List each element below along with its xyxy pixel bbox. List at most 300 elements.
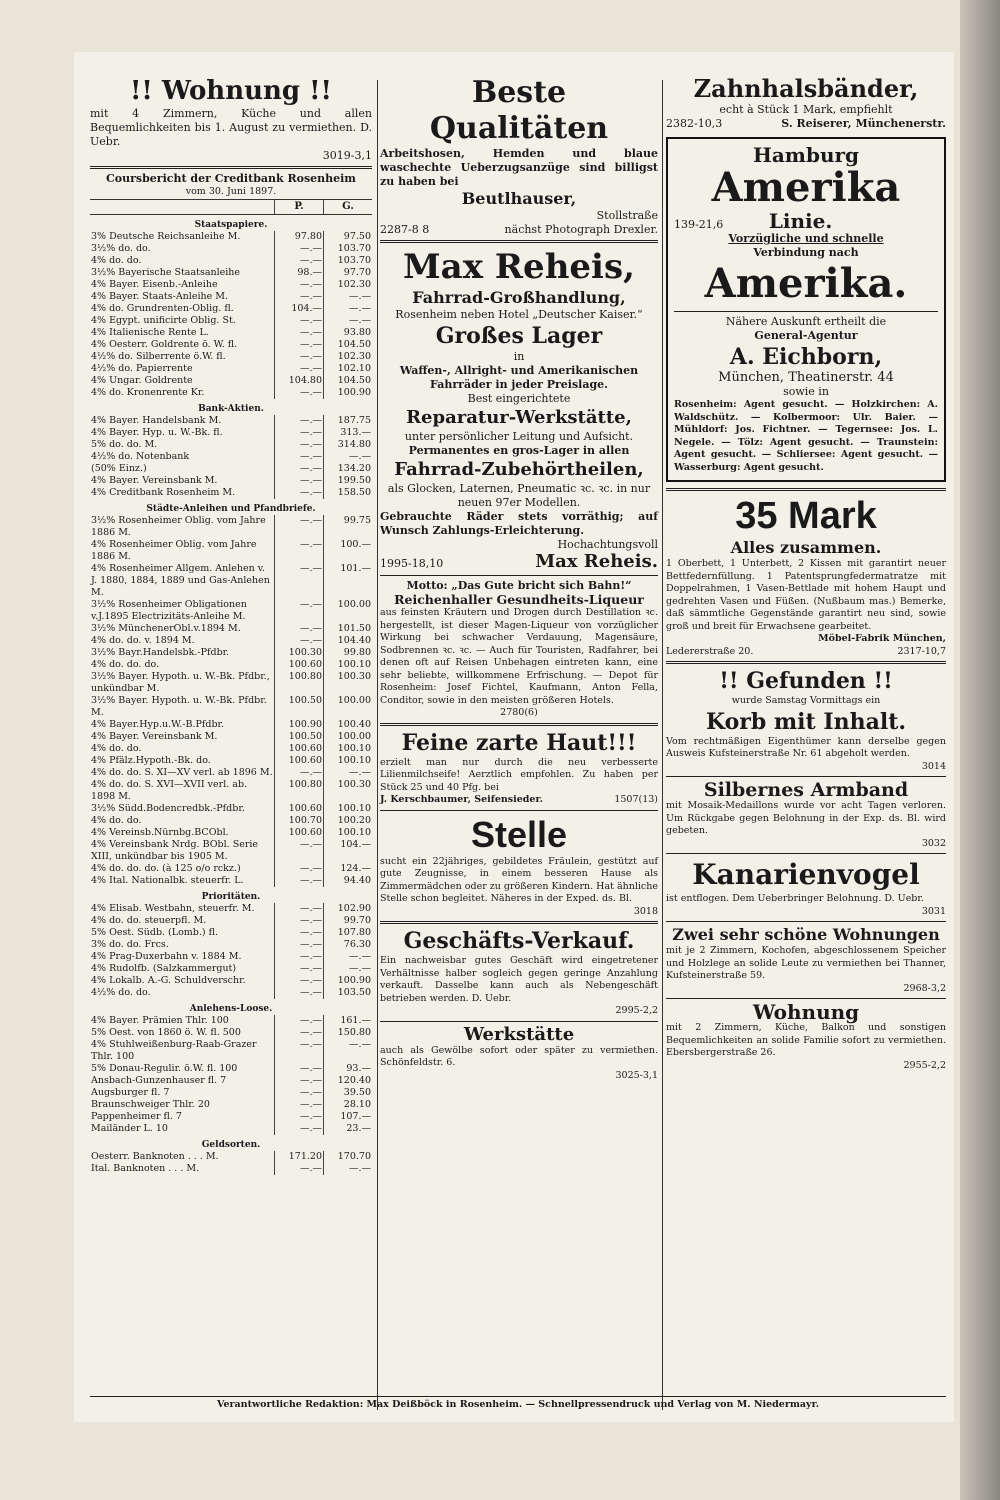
kurs-price-p: —.—: [275, 963, 324, 975]
kurs-row: [90, 463, 372, 475]
kurs-security: 3½% Rosenheimer Oblig. vom Jahre 1886 M.: [91, 514, 266, 538]
kurs-section-header: [90, 999, 372, 1015]
liqueur-code: 2780(6): [500, 707, 538, 718]
kurs-security: 5% Oest. Südb. (Lomb.) fl.: [91, 926, 218, 938]
kurs-price-p: 100.30: [275, 647, 324, 659]
general-agentur: General-Agentur: [754, 329, 858, 342]
kurs-section-header: [90, 214, 372, 231]
zubehor: Fahrrad-Zubehörtheilen,: [394, 459, 644, 480]
divider: [666, 998, 946, 999]
wohnung2-text: mit 2 Zimmern, Küche, Balkon und sonstigen Bequemlichkeiten an solide Familie sofort zu vermiethen. Ebersbergerstraße 26.: [666, 1022, 946, 1058]
kurs-row: [90, 827, 372, 839]
kurs-row: [90, 755, 372, 767]
kurs-price-p: 100.80: [275, 779, 324, 803]
kurs-security: 4% do. do.: [91, 742, 142, 754]
waffen: Waffen-, Allright- und Amerikanischen Fahrräder in jeder Preislage.: [399, 364, 639, 391]
zwei-code: 2968-3,2: [903, 982, 946, 994]
kurs-price-g: 100.90: [324, 975, 373, 987]
permanent: Permanentes en gros-Lager in allen: [408, 444, 630, 457]
kurs-row: [90, 647, 372, 659]
kurs-security: 3% Deutsche Reichsanleihe M.: [91, 230, 241, 242]
beste-title: Beste Qualitäten: [429, 75, 609, 146]
kurs-row: [90, 427, 372, 439]
kurs-head-g: G.: [324, 199, 373, 214]
kurs-price-p: —.—: [275, 1063, 324, 1075]
kurs-security: Oesterr. Banknoten . . . M.: [91, 1150, 219, 1162]
kurs-price-g: 99.80: [324, 647, 373, 659]
kurs-price-g: 313.—: [324, 427, 373, 439]
kurs-price-g: 102.30: [324, 351, 373, 363]
kurs-price-g: 100.10: [324, 803, 373, 815]
wohnung-text: mit 4 Zimmern, Küche und allen Bequemlichkeiten bis 1. August zu vermiethen. D. Uebr.: [90, 107, 372, 148]
scan-edge: [960, 0, 1000, 1500]
kurs-price-g: —.—: [324, 767, 373, 779]
kurs-price-g: 100.10: [324, 659, 373, 671]
kurs-price-p: —.—: [275, 1027, 324, 1039]
kurs-price-p: —.—: [275, 291, 324, 303]
kurs-price-p: 104.—: [275, 303, 324, 315]
kurs-price-p: —.—: [275, 243, 324, 255]
kurs-security: 5% Donau-Regulir. ö.W. fl. 100: [91, 1062, 238, 1074]
stelle-title: Stelle: [470, 813, 568, 855]
kurs-price-g: 101.—: [324, 563, 373, 599]
kurs-price-g: 161.—: [324, 1015, 373, 1027]
kurs-security: 4% do. Kronenrente Kr.: [91, 386, 205, 398]
kurs-price-p: 100.50: [275, 695, 324, 719]
gefunden-title: !! Gefunden !!: [719, 668, 893, 694]
kurs-row: [90, 875, 372, 887]
glocken: als Glocken, Laternen, Pneumatic ꝛc. ꝛc. in nur neuen 97er Modellen.: [387, 482, 651, 509]
gebrauchte: Gebrauchte Räder stets vorräthig; auf Wunsch Zahlungs-Erleichterung.: [380, 510, 658, 537]
kurs-price-g: 100.20: [324, 815, 373, 827]
kurs-price-g: —.—: [324, 303, 373, 315]
wohnung-title: !! Wohnung !!: [130, 76, 332, 106]
kurs-price-g: 102.30: [324, 279, 373, 291]
kurs-row: [90, 815, 372, 827]
kurs-price-p: —.—: [275, 839, 324, 863]
kurs-price-p: —.—: [275, 315, 324, 327]
divider: [666, 661, 946, 664]
kurs-row: [90, 231, 372, 243]
kurs-price-p: —.—: [275, 1123, 324, 1135]
footer-imprint: Verantwortliche Redaktion: Max Deißböck in Rosenheim. — Schnellpressendruck und Verlag von M. Niedermayr.: [90, 1396, 946, 1412]
linie: Linie.: [768, 209, 833, 233]
kurs-price-g: 100.30: [324, 671, 373, 695]
armband-text: mit Mosaik-Medaillons wurde vor acht Tagen verloren. Um Rückgabe gegen Belohnung in der Exp. ds. Bl. wird gebeten.: [666, 800, 946, 836]
zwei-title: Zwei sehr schöne Wohnungen: [672, 925, 940, 944]
kurs-security: 4% Bayer. Vereinsbank M.: [91, 474, 218, 486]
kurs-price-g: 94.40: [324, 875, 373, 887]
divider: [674, 311, 938, 312]
kurs-row: [90, 415, 372, 427]
kurs-row: [90, 939, 372, 951]
stelle-code: 3018: [633, 905, 658, 917]
kurs-price-g: —.—: [324, 451, 373, 463]
kurs-head-name: [90, 199, 275, 214]
kurs-price-g: 99.70: [324, 915, 373, 927]
kurs-row: [90, 1151, 372, 1163]
kurs-price-g: 102.90: [324, 903, 373, 915]
kurs-security: 4% Rosenheimer Allgem. Anlehen v. J. 1880, 1884, 1889 und Gas-Anlehen M.: [91, 562, 270, 598]
kurs-price-g: —.—: [324, 963, 373, 975]
kurs-row: [90, 1015, 372, 1027]
kurs-price-p: 100.60: [275, 755, 324, 767]
kurs-title: Coursbericht der Creditbank Rosenheim: [106, 172, 356, 185]
kurs-price-p: 100.60: [275, 803, 324, 815]
kurs-price-p: 100.50: [275, 731, 324, 743]
kurs-price-g: 93.80: [324, 327, 373, 339]
kurs-price-p: —.—: [275, 927, 324, 939]
agenten: Rosenheim: Agent gesucht. — Holzkirchen: A. Waldschütz. — Kolbermoor: Ulr. Baier. — Mühldorf: Jos. Fichtner. — Tegernsee: Jos. L. Negele. — Tölz: Agent gesucht. — Traunstein: Agent gesucht. — Schliersee: Agent gesucht. — Wasserburg: Agent gesucht.: [674, 399, 938, 473]
mark-title: 35 Mark: [735, 495, 877, 537]
reheis-code: 1995-18,10: [380, 557, 444, 570]
reheis-title: Max Reheis,: [403, 247, 635, 287]
kurs-price-g: 100.90: [324, 387, 373, 399]
kurs-section-title: Bank-Aktien.: [198, 403, 264, 414]
kurs-price-g: 99.75: [324, 515, 373, 539]
stelle-text: sucht ein 22jähriges, gebildetes Fräulein, gestützt auf gute Zeugnisse, in einem besseren Hause als Zimmermädchen oder zu größeren Kindern. Hat ähnliche Stelle schon begleitet. Näheres in der Exped. ds. Bl.: [380, 855, 658, 904]
kurs-row: [90, 451, 372, 463]
divider: [380, 240, 658, 243]
kurs-price-p: —.—: [275, 939, 324, 951]
kurs-price-p: —.—: [275, 915, 324, 927]
kurs-price-p: —.—: [275, 539, 324, 563]
kurs-price-g: 107.—: [324, 1111, 373, 1123]
wohnung2-title: Wohnung: [752, 1000, 860, 1024]
kurs-row: [90, 315, 372, 327]
kurs-row: [90, 1027, 372, 1039]
kurs-security: 4% Prag-Duxerbahn v. 1884 M.: [91, 950, 242, 962]
kurs-price-g: 97.70: [324, 267, 373, 279]
reheis-sub: Fahrrad-Großhandlung,: [412, 288, 626, 307]
kurs-date: vom 30. Juni 1897.: [185, 186, 277, 197]
kurs-price-g: 107.80: [324, 927, 373, 939]
kurs-price-p: —.—: [275, 351, 324, 363]
kurs-section-title: Städte-Anleihen und Pfandbriefe.: [146, 503, 316, 514]
kurs-head-p: P.: [275, 199, 324, 214]
kurs-section-title: Anlehens-Loose.: [189, 1003, 273, 1014]
column-left: [90, 75, 372, 1175]
kurs-price-g: 100.00: [324, 695, 373, 719]
kurs-security: 4% Bayer. Hyp. u. W.-Bk. fl.: [91, 426, 223, 438]
kurs-row: [90, 927, 372, 939]
kurs-price-p: 171.20: [275, 1151, 324, 1163]
kurs-row: [90, 563, 372, 599]
gefunden-text-2: Vom rechtmäßigen Eigenthümer kann derselbe gegen Ausweis Kufsteinerstraße Nr. 61 abgeholt werden.: [666, 735, 946, 759]
kurs-row: [90, 863, 372, 875]
kurs-price-g: 23.—: [324, 1123, 373, 1135]
hamburg: Hamburg: [752, 143, 860, 167]
wohnung-code: 3019-3,1: [322, 149, 372, 162]
divider: [380, 723, 658, 726]
mark-text: 1 Oberbett, 1 Unterbett, 2 Kissen mit garantirt neuer Bettfedernfüllung. 1 Patentsprungfedermatratze mit Doppelrahmen, 1 Vasen-Bettlade mit hohem Haupt und gedrehten Vasen und Füßen. (Nußbaum mas.) Bemerke, daß sämmtliche Gegenstände garantirt neu sind, sowie groß und breit für Erwachsene gearbeitet.: [666, 558, 946, 632]
kurs-row: [90, 1123, 372, 1135]
wohnung2-code: 2955-2,2: [903, 1059, 946, 1071]
beutl-addr: nächst Photograph Drexler.: [504, 223, 658, 236]
verbindung: Verbindung nach: [753, 246, 859, 259]
verkauf-text: Ein nachweisbar gutes Geschäft wird eingetretener Verhältnisse halber sogleich gegen geringe Anzahlung verkauft. Dasselbe kann auch als Nebengeschäft betrieben werden. D. Uebr.: [380, 955, 658, 1004]
kurs-price-p: —.—: [275, 475, 324, 487]
kurs-security: 3½% Bayerische Staatsanleihe: [91, 266, 241, 278]
zahn-sign: S. Reiserer, Münchenerstr.: [781, 117, 946, 130]
kurs-price-p: 98.—: [275, 267, 324, 279]
kurs-price-p: —.—: [275, 1099, 324, 1111]
kurs-security: 4% Vereinsb.Nürnbg.BCObl.: [91, 826, 229, 838]
kurs-security: 3% do. do. Frcs.: [91, 938, 169, 950]
kurs-section-header: [90, 887, 372, 903]
kurs-price-p: —.—: [275, 463, 324, 475]
mark-code: 2317-10,7: [897, 645, 946, 657]
haut-sign: J. Kerschbaumer, Seifensieder.: [380, 794, 543, 805]
kurs-security: 4% Rudolfb. (Salzkammergut): [91, 962, 237, 974]
kurs-security: 4% Pfälz.Hypoth.-Bk. do.: [91, 754, 211, 766]
kurs-row: [90, 303, 372, 315]
armband-code: 3032: [921, 837, 946, 849]
kurs-price-g: 28.10: [324, 1099, 373, 1111]
kurs-section-header: [90, 399, 372, 415]
kurs-price-p: —.—: [275, 415, 324, 427]
kurs-security: 4% Bayer. Eisenb.-Anleihe: [91, 278, 218, 290]
kurs-price-g: —.—: [324, 1163, 373, 1175]
kurs-security: 4% Bayer. Prämien Thlr. 100: [91, 1014, 229, 1026]
kurs-security: 3½% Südd.Bodencredbk.-Pfdbr.: [91, 802, 245, 814]
kurs-section-header: [90, 499, 372, 515]
kurs-security: Mailänder L. 10: [91, 1122, 168, 1134]
kurs-security: 4% do. Grundrenten-Oblig. fl.: [91, 302, 234, 314]
kurs-price-g: 100.30: [324, 779, 373, 803]
column-rule: [662, 80, 663, 1410]
linie-code: 139-21,6: [674, 218, 724, 231]
kurs-security: Augsburger fl. 7: [91, 1086, 170, 1098]
kurs-section-header: [90, 1135, 372, 1151]
kurs-row: [90, 903, 372, 915]
gefunden-code: 3014: [921, 760, 946, 772]
kurs-security: 4% Ungar. Goldrente: [91, 374, 193, 386]
auskunft: Nähere Auskunft ertheilt die: [725, 315, 887, 328]
kurs-price-g: 103.70: [324, 255, 373, 267]
kurs-security: 4% Oesterr. Goldrente ö. W. fl.: [91, 338, 238, 350]
kurs-price-g: 101.50: [324, 623, 373, 635]
kurs-price-p: —.—: [275, 1111, 324, 1123]
kurs-price-p: 97.80: [275, 231, 324, 243]
kurs-row: [90, 243, 372, 255]
kurs-price-g: 100.10: [324, 827, 373, 839]
kurs-price-g: 158.50: [324, 487, 373, 499]
kurs-price-g: 134.20: [324, 463, 373, 475]
kurs-price-p: —.—: [275, 1163, 324, 1175]
kurs-price-g: 100.—: [324, 539, 373, 563]
kurs-security: 4% do. do. S. XVI—XVII verl. ab. 1898 M.: [91, 778, 248, 802]
kurs-row: [90, 387, 372, 399]
divider: [666, 776, 946, 777]
kurs-price-p: —.—: [275, 1015, 324, 1027]
kurs-security: Pappenheimer fl. 7: [91, 1110, 182, 1122]
kurs-row: [90, 839, 372, 863]
beutl-code: 2287-8 8: [380, 223, 430, 236]
amerika-1: Amerika: [711, 164, 901, 211]
kurs-security: 5% Oest. von 1860 ö. W. fl. 500: [91, 1026, 241, 1038]
kurs-price-g: 104.—: [324, 839, 373, 863]
zahn-code: 2382-10,3: [666, 117, 723, 130]
kurs-price-g: 100.40: [324, 719, 373, 731]
kurs-price-p: —.—: [275, 951, 324, 963]
column-rule: [377, 80, 378, 1410]
kurs-security: 4% do. do. do.: [91, 658, 160, 670]
kurs-row: [90, 515, 372, 539]
werkstatte-title: Werkstätte: [463, 1023, 575, 1045]
kurs-price-p: 100.80: [275, 671, 324, 695]
kurs-security: 3½% Bayer. Hypoth. u. W.-Bk. Pfdbr., unkündbar M.: [91, 670, 270, 694]
kurs-price-g: 100.00: [324, 731, 373, 743]
kurs-security: 4% Italienische Rente L.: [91, 326, 209, 338]
kurs-row: [90, 731, 372, 743]
kurs-security: 3½% do. do.: [91, 242, 151, 254]
haut-code: 1507(13): [614, 794, 658, 805]
kurs-security: 4% Lokalb. A.-G. Schuldverschr.: [91, 974, 246, 986]
kurs-price-g: 76.30: [324, 939, 373, 951]
kurs-security: 4% Bayer. Handelsbank M.: [91, 414, 222, 426]
beutlhauser: Beutlhauser,: [461, 189, 577, 208]
vorzuglich: Vorzügliche und schnelle: [728, 232, 884, 245]
amerika-linie-box: [666, 137, 946, 482]
zwei-text: mit je 2 Zimmern, Kochofen, abgeschlossenem Speicher und Holzlege an solide Leute zu vermiethen bei Thanner, Kufsteinerstraße 59.: [666, 945, 946, 981]
kurs-price-p: 100.90: [275, 719, 324, 731]
divider: [380, 921, 658, 924]
kurs-row: [90, 1075, 372, 1087]
divider: [380, 575, 658, 576]
kurs-price-g: 187.75: [324, 415, 373, 427]
kurs-security: Braunschweiger Thlr. 20: [91, 1098, 210, 1110]
kurs-section-title: Prioritäten.: [201, 891, 261, 902]
kanarien-text: ist entflogen. Dem Ueberbringer Belohnung. D. Uebr.: [666, 893, 924, 904]
leitung: unter persönlicher Leitung und Aufsicht.: [404, 430, 634, 443]
kurs-price-p: —.—: [275, 1039, 324, 1063]
werkstatte-text: auch als Gewölbe sofort oder später zu vermiethen. Schönfeldstr. 6.: [380, 1044, 658, 1068]
kurs-price-p: —.—: [275, 451, 324, 463]
kurs-price-p: —.—: [275, 339, 324, 351]
gefunden-text-1: wurde Samstag Vormittags ein: [731, 695, 881, 706]
kurs-security: 4% Vereinsbank Nrdg. BObl. Serie XIII, unkündbar bis 1905 M.: [91, 838, 259, 862]
divider: [90, 166, 372, 169]
kurs-price-g: 104.40: [324, 635, 373, 647]
kurs-security: 3½% MünchenerObl.v.1894 M.: [91, 622, 241, 634]
kurs-row: [90, 1063, 372, 1075]
kurs-security: 4% do. do. v. 1894 M.: [91, 634, 195, 646]
beste-text: Arbeitshosen, Hemden und blaue waschechte Ueberzugsanzüge sind billigst zu haben bei: [380, 147, 658, 188]
kurs-row: [90, 695, 372, 719]
zahn-title: Zahnhalsbänder,: [693, 74, 919, 103]
column-right: [666, 75, 946, 1072]
kurs-price-g: 39.50: [324, 1087, 373, 1099]
kurs-row: [90, 1163, 372, 1175]
kurs-row: [90, 475, 372, 487]
kurs-security: 4% Elisab. Westbahn, steuerfr. M.: [91, 902, 255, 914]
kurs-row: [90, 439, 372, 451]
best-eingerichtete: Best eingerichtete: [467, 392, 571, 405]
reheis-loc: Rosenheim neben Hotel „Deutscher Kaiser.“: [395, 308, 643, 321]
kurs-row: [90, 1087, 372, 1099]
kurs-price-g: 150.80: [324, 1027, 373, 1039]
kurs-price-g: 100.00: [324, 599, 373, 623]
kurs-row: [90, 803, 372, 815]
divider: [380, 1021, 658, 1022]
kurs-security: (50% Einz.): [91, 462, 147, 474]
verkauf-title: Geschäfts-Verkauf.: [403, 928, 635, 954]
kurs-security: 4% Bayer. Vereinsbank M.: [91, 730, 218, 742]
kurs-price-p: —.—: [275, 623, 324, 635]
lager: Großes Lager: [435, 323, 603, 349]
kurs-security: 4% Egypt. unificirte Oblig. St.: [91, 314, 236, 326]
kurs-row: [90, 1039, 372, 1063]
kurs-security: 4% do. do. S. XI—XV verl. ab 1896 M.: [91, 766, 273, 778]
kurs-price-g: 97.50: [324, 231, 373, 243]
kurs-row: [90, 635, 372, 647]
kurs-row: [90, 719, 372, 731]
kurs-price-g: 170.70: [324, 1151, 373, 1163]
mark-addr: Ledererstraße 20.: [666, 645, 754, 657]
kurs-row: [90, 915, 372, 927]
kurs-security: 4½% do. Papierrente: [91, 362, 193, 374]
kurs-security: 4% do. do. do. (à 125 o/o rckz.): [91, 862, 241, 874]
kurs-price-g: 314.80: [324, 439, 373, 451]
kurs-price-p: 100.60: [275, 827, 324, 839]
kurs-price-g: 199.50: [324, 475, 373, 487]
kurs-price-p: —.—: [275, 439, 324, 451]
kurs-price-p: —.—: [275, 1075, 324, 1087]
kurs-price-p: —.—: [275, 327, 324, 339]
kurs-price-p: 100.60: [275, 743, 324, 755]
sowie: sowie in: [783, 385, 829, 398]
kurs-section-title: Geldsorten.: [201, 1139, 261, 1150]
kurs-price-p: —.—: [275, 987, 324, 999]
kurs-row: [90, 363, 372, 375]
korb: Korb mit Inhalt.: [705, 708, 907, 735]
kurs-price-p: —.—: [275, 255, 324, 267]
kurs-price-g: —.—: [324, 315, 373, 327]
beutl-street: Stollstraße: [596, 209, 658, 222]
kurs-price-g: —.—: [324, 291, 373, 303]
kurs-security: 4% Rosenheimer Oblig. vom Jahre 1886 M.: [91, 538, 257, 562]
reparatur: Reparatur-Werkstätte,: [406, 407, 632, 428]
liqueur-title: Reichenhaller Gesundheits-Liqueur: [394, 592, 644, 607]
kurs-security: Ansbach-Gunzenhauser fl. 7: [91, 1074, 227, 1086]
kurs-row: [90, 267, 372, 279]
divider: [380, 810, 658, 811]
eichborn: A. Eichborn,: [729, 344, 883, 370]
verkauf-code: 2995-2,2: [615, 1005, 658, 1016]
kurs-price-p: —.—: [275, 903, 324, 915]
kurs-security: 4% Stuhlweißenburg-Raab-Grazer Thlr. 100: [91, 1038, 257, 1062]
kurs-price-g: —.—: [324, 1039, 373, 1063]
kurs-price-g: 120.40: [324, 1075, 373, 1087]
kurs-row: [90, 375, 372, 387]
kurs-security: 4% Ital. Nationalbk. steuerfr. L.: [91, 874, 244, 886]
amerika-2: Amerika.: [704, 260, 908, 307]
kurs-security: 3½% Bayr.Handelsbk.-Pfdbr.: [91, 646, 230, 658]
kurs-price-p: —.—: [275, 427, 324, 439]
kurs-row: [90, 779, 372, 803]
in-word: in: [513, 350, 525, 363]
kurs-security: 4% do. do.: [91, 254, 142, 266]
kurs-price-p: —.—: [275, 515, 324, 539]
kurs-security: 4½% do. Silberrente ö.W. fl.: [91, 350, 226, 362]
kurs-price-g: 100.10: [324, 743, 373, 755]
kurs-section-title: Staatspapiere.: [194, 219, 268, 230]
kurs-price-p: —.—: [275, 875, 324, 887]
armband-title: Silbernes Armband: [703, 779, 909, 801]
kurs-price-p: —.—: [275, 863, 324, 875]
kurs-row: [90, 671, 372, 695]
